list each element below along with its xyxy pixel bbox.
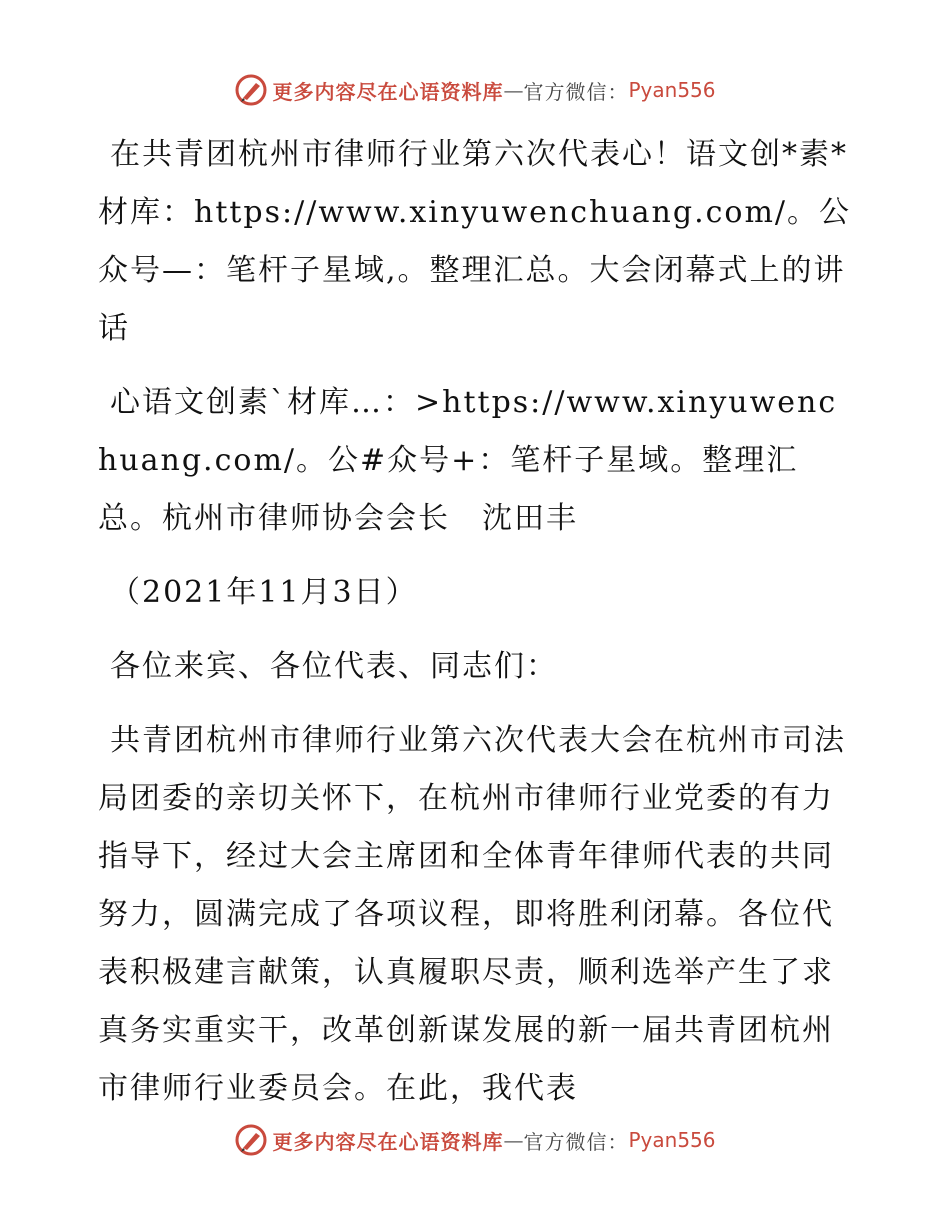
pen-logo-icon — [234, 73, 268, 107]
body-paragraph: 共青团杭州市律师行业第六次代表大会在杭州市司法局团委的亲切关怀下，在杭州市律师行业党委的有力指导下，经过大会主席团和全体青年律师代表的共同努力，圆满完成了各项议程，即将胜利闭幕。各位代表积极建言献策，认真履职尽责，顺利选举产生了求真务实重实干，改革创新谋发展的新一届共青团杭州市律师行业委员会。在此，我代表 — [98, 723, 846, 1106]
banner-wechat-label: 官方微信： — [523, 1129, 629, 1154]
banner-wechat-label: 官方微信： — [523, 79, 629, 104]
pen-logo-icon — [234, 1123, 268, 1157]
footer-banner — [0, 1120, 950, 1160]
speaker-line: 心语文创素`材库…：>https://www.xinyuwenchuang.com/。公#众号+：笔杆子星域。整理汇总。杭州市律师协会会长 沈田丰 — [98, 385, 838, 536]
date-line: （2021年11月3日） — [110, 575, 418, 610]
document-content — [98, 126, 852, 1134]
banner-separator: — — [503, 1128, 524, 1152]
banner-separator: — — [503, 78, 524, 102]
banner-main-text: 更多内容尽在心语资料库 — [272, 79, 504, 104]
banner-wechat-id: Pyan556 — [628, 78, 716, 102]
salutation: 各位来宾、各位代表、同志们： — [110, 649, 558, 684]
banner-main-text: 更多内容尽在心语资料库 — [272, 1129, 504, 1154]
banner-wechat-id: Pyan556 — [628, 1128, 716, 1152]
document-title: 在共青团杭州市律师行业第六次代表心！语文创*素*材库：https://www.xinyuwenchuang.com/。公众号—：笔杆子星域,。整理汇总。大会闭幕式上的讲话 — [98, 137, 852, 346]
header-banner — [0, 70, 950, 110]
